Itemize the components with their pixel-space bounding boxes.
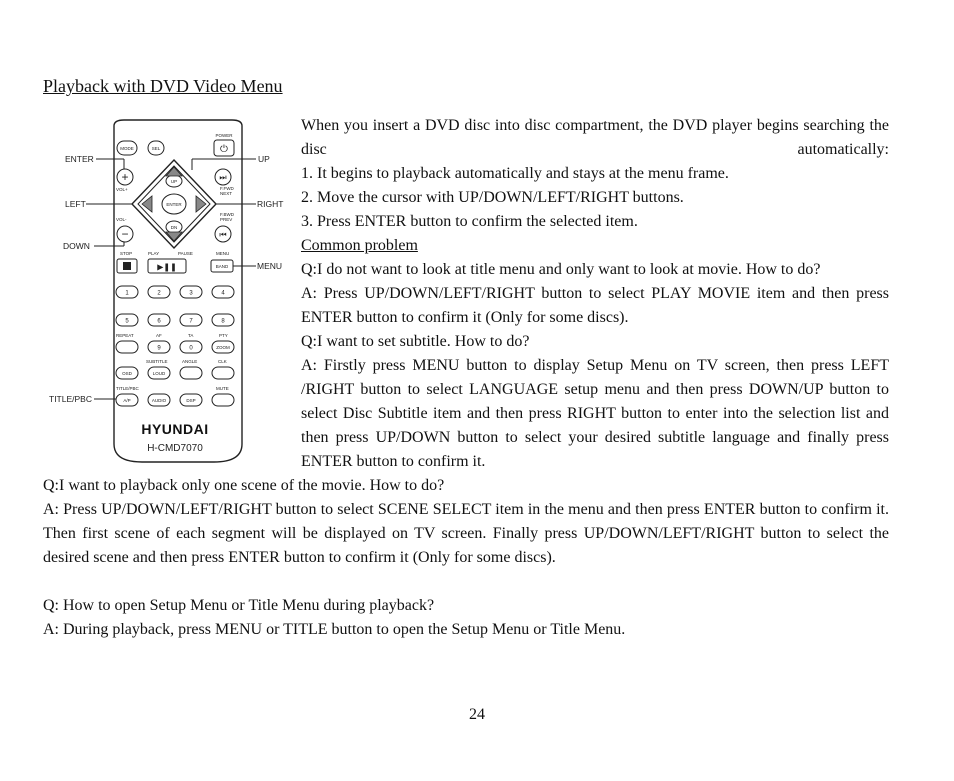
svg-text:AUDIO: AUDIO bbox=[151, 398, 167, 403]
svg-text:ENTER: ENTER bbox=[166, 202, 182, 207]
svg-text:POWER: POWER bbox=[215, 133, 233, 138]
svg-text:VOL+: VOL+ bbox=[116, 187, 128, 192]
svg-text:PREV: PREV bbox=[220, 217, 233, 222]
callout-up: UP bbox=[258, 154, 270, 164]
svg-text:OSD: OSD bbox=[122, 371, 132, 376]
svg-text:MUTE: MUTE bbox=[216, 386, 229, 391]
svg-text:F.FWD: F.FWD bbox=[220, 186, 234, 191]
svg-text:VOL-: VOL- bbox=[116, 217, 127, 222]
svg-text:MENU: MENU bbox=[216, 251, 230, 256]
step-2: 2. Move the cursor with UP/DOWN/LEFT/RIGHT buttons. bbox=[301, 189, 684, 206]
svg-text:F.BWD: F.BWD bbox=[220, 212, 234, 217]
callout-title-pbc: TITLE/PBC bbox=[49, 394, 92, 404]
svg-text:SEL: SEL bbox=[151, 146, 161, 151]
qa2-answer: A: Firstly press MENU button to display Setup Menu on TV screen, then press LEFT /RIGHT button to select LANGUAGE setup menu and then press DOWN/UP button to select Disc Subtitle item and then press RIGHT button to enter into the selection list and then press UP/DOWN button to select your desired subtitle language and finally press ENTER button to confirm it. bbox=[301, 357, 889, 470]
svg-text:PLAY: PLAY bbox=[148, 251, 160, 256]
digit-4: 4 bbox=[221, 290, 225, 297]
svg-text:ZOOM: ZOOM bbox=[216, 345, 230, 350]
svg-text:NEXT: NEXT bbox=[220, 191, 233, 196]
svg-text:+: + bbox=[121, 170, 129, 184]
digit-5: 5 bbox=[125, 318, 129, 325]
brand-logo: HYUNDAI bbox=[141, 421, 209, 437]
prev-icon: ⏮ bbox=[219, 230, 227, 239]
digit-3: 3 bbox=[189, 290, 193, 297]
svg-text:CLK: CLK bbox=[218, 359, 227, 364]
qa4-question: Q: How to open Setup Menu or Title Menu during playback? bbox=[43, 597, 435, 614]
callout-right: RIGHT bbox=[257, 199, 284, 209]
intro-paragraph: When you insert a DVD disc into disc compartment, the DVD player begins searching the disc automatically: bbox=[301, 117, 889, 158]
svg-text:A/P: A/P bbox=[123, 398, 131, 403]
qa1-answer: A: Press UP/DOWN/LEFT/RIGHT button to select PLAY MOVIE item and then press ENTER button to confirm it (Only for some discs). bbox=[301, 285, 889, 326]
callout-down: DOWN bbox=[63, 241, 90, 251]
svg-text:SUBTITLE: SUBTITLE bbox=[146, 359, 168, 364]
svg-text:−: − bbox=[121, 227, 129, 241]
svg-text:TITLE/PBC: TITLE/PBC bbox=[116, 386, 139, 391]
qa3-answer: A: Press UP/DOWN/LEFT/RIGHT button to select SCENE SELECT item in the menu and then press ENTER button to confirm it. Then first scene of each segment will be displayed on TV screen. Finally press UP/DOWN/LEFT/RIGHT button to select the desired scene and then press ENTER button to confirm it (Only for some discs). bbox=[43, 501, 889, 566]
next-icon: ⏭ bbox=[219, 173, 227, 182]
svg-text:ANGLE: ANGLE bbox=[182, 359, 198, 364]
remote-control-illustration bbox=[44, 118, 294, 468]
power-icon: ⏻ bbox=[220, 144, 228, 155]
mute-button bbox=[212, 394, 234, 406]
svg-text:STOP: STOP bbox=[120, 251, 133, 256]
play-pause-icon: ▶❚❚ bbox=[157, 262, 177, 272]
step-3: 3. Press ENTER button to confirm the selected item. bbox=[301, 213, 638, 230]
svg-text:PTY: PTY bbox=[219, 333, 228, 338]
stop-icon bbox=[123, 262, 131, 270]
svg-text:DSP: DSP bbox=[186, 398, 196, 403]
digit-7: 7 bbox=[189, 318, 193, 325]
step-1: 1. It begins to playback automatically and stays at the menu frame. bbox=[301, 165, 729, 182]
svg-text:DN: DN bbox=[170, 225, 178, 230]
digit-9: 9 bbox=[157, 345, 161, 352]
digit-8: 8 bbox=[221, 318, 225, 325]
digit-6: 6 bbox=[157, 318, 161, 325]
digit-1: 1 bbox=[125, 290, 129, 297]
callout-menu: MENU bbox=[257, 261, 283, 271]
qa4-answer: A: During playback, press MENU or TITLE button to open the Setup Menu or Title Menu. bbox=[43, 621, 626, 638]
section-heading: Playback with DVD Video Menu bbox=[43, 76, 283, 96]
svg-text:AF: AF bbox=[156, 333, 162, 338]
callout-left: LEFT bbox=[65, 199, 86, 209]
svg-text:LOUD: LOUD bbox=[152, 371, 166, 376]
qa2-question: Q:I want to set subtitle. How to do? bbox=[301, 333, 530, 350]
svg-text:BAND: BAND bbox=[215, 264, 229, 269]
qa3-question: Q:I want to playback only one scene of the movie. How to do? bbox=[43, 477, 445, 494]
common-problem-heading: Common problem bbox=[301, 237, 418, 254]
svg-text:TA: TA bbox=[188, 333, 194, 338]
digit-2: 2 bbox=[157, 290, 161, 297]
qa1-question: Q:I do not want to look at title menu and only want to look at movie. How to do? bbox=[301, 261, 821, 278]
digit-0: 0 bbox=[189, 345, 193, 352]
svg-text:PAUSE: PAUSE bbox=[178, 251, 193, 256]
callout-enter: ENTER bbox=[65, 154, 94, 164]
model-number: H-CMD7070 bbox=[147, 443, 203, 454]
svg-text:UP: UP bbox=[170, 179, 178, 184]
svg-text:REPEAT: REPEAT bbox=[116, 333, 134, 338]
svg-text:MODE: MODE bbox=[120, 146, 134, 151]
page-number: 24 bbox=[469, 706, 485, 723]
